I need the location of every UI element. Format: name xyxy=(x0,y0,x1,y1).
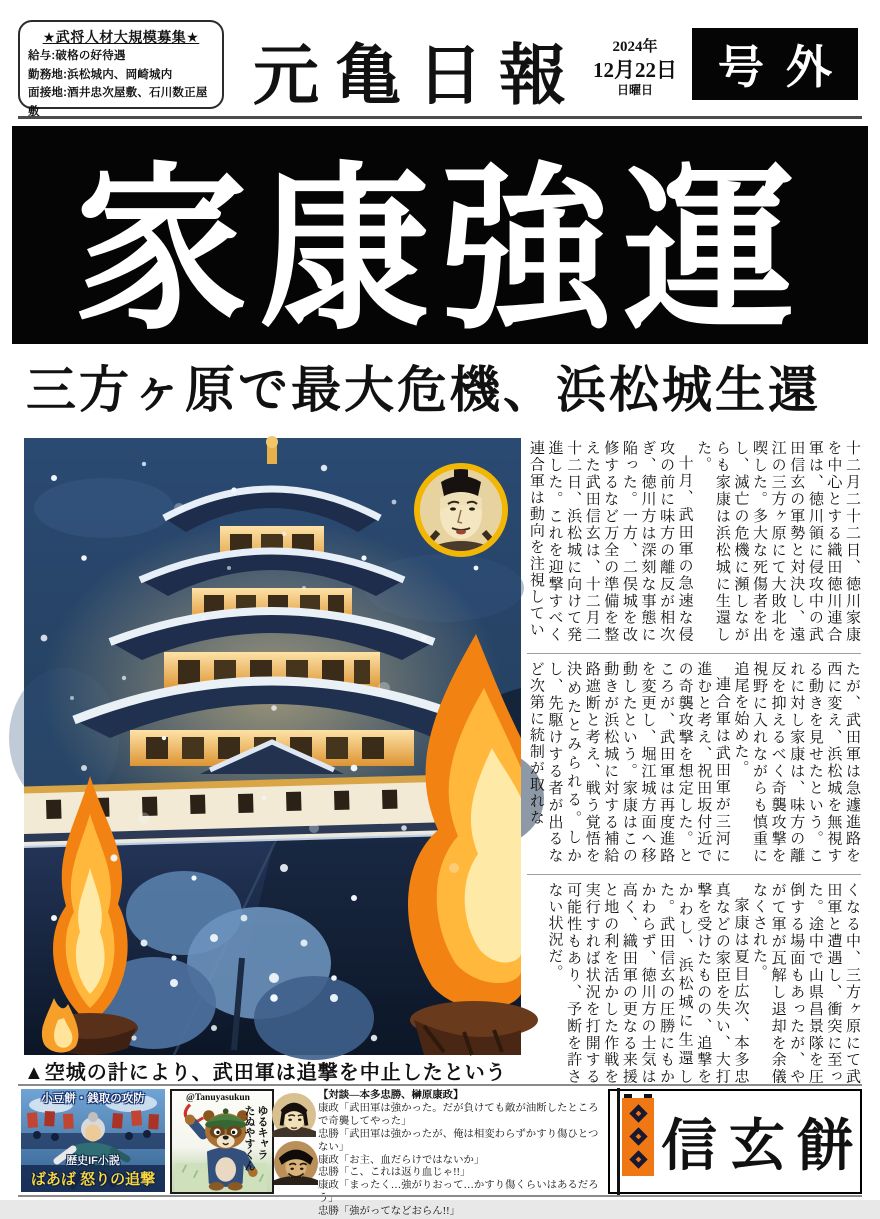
interview-line: 康政「お主、血だらけではないか」 xyxy=(318,1154,485,1166)
article-paragraph: 家康は夏目広次、本多忠真などの家臣を失い、大打撃を受けたものの、追撃をかわし、浜松城に生還した。武田信玄の圧勝にもかかわらず、徳川方の士気は高く、織田軍の更なる来援と地の利を活かした作戦を実行すれば状況を打開する可能性もあり、予断を許さない状況だ。 xyxy=(546,882,749,1085)
samurai-portrait-icon xyxy=(274,1141,318,1185)
recruit-ad-title: ★武将人材大規模募集★ xyxy=(42,29,200,45)
footer-divider-bottom xyxy=(18,1195,862,1197)
article-paragraph: 十月、武田軍の急速な侵攻の前に味方の離反が相次ぎ、徳川方は深刻な事態に陥った。一方、二俣城を改修するなど万全の準備を整えた武田信玄は、十二月二十二日、浜松城に向けて発進した。これを迎撃すべく連合軍は動向を注視してい xyxy=(527,440,693,643)
article-block-3 xyxy=(527,882,861,1085)
interview-line: 康政「武田軍は強かった。だが負けても敵が油断したところで奇襲してやった」 xyxy=(318,1102,599,1127)
interview-text xyxy=(318,1090,608,1219)
footer-divider-top xyxy=(18,1084,862,1086)
interview-line: 忠勝「こ、これは返り血じゃ!!」 xyxy=(318,1167,471,1179)
mascot-ad xyxy=(170,1089,274,1194)
mochi-ad xyxy=(608,1089,865,1194)
subheadline-text: 三方ヶ原で最大危機、浜松城生還 xyxy=(26,362,821,418)
interview-line: 忠勝「強がってなどおらん!!」 xyxy=(318,1206,460,1218)
article-paragraph: 十二月二十二日、徳川家康を中心とする織田徳川連合軍は、徳川領に侵攻中の武田信玄の軍勢と対決し、遠江の三方ヶ原にて大敗北を喫した。多大な死傷者を出し、滅亡の危機に瀕しながらも家康は浜松城に生還した。 xyxy=(695,440,860,643)
recruit-ad-line: 勤務地:浜松城内、岡崎城内 xyxy=(28,68,173,81)
recruit-ad-line: 面接地:酒井忠次屋敷、石川数正屋敷 xyxy=(28,87,208,118)
interview-header: 【対談―本多忠勝、榊原康政】 xyxy=(318,1090,464,1101)
novel-ad-top-title: 小豆餅・銭取の攻防 xyxy=(41,1093,145,1105)
avatar-yasumasa xyxy=(272,1093,316,1137)
recruit-ad-line: 給与:破格の好待遇 xyxy=(28,50,126,62)
main-photo xyxy=(24,438,521,1055)
article-paragraph: 連合軍は武田軍が三河に進むと考え、祝田坂付近での奇襲攻撃を想定した。ところが、武田軍は再度進路を変更し、堀江城方面へ移動したという。家康はこの動きが浜松城に対する補給路遮断と考え、戦う覚悟を決めたとみられる。しかし、先駆けする者が出るなど次第に統制が取れな xyxy=(527,661,730,864)
novel-ad-title: ばあば 怒りの追撃 xyxy=(30,1171,156,1188)
issue-weekday: 日曜日 xyxy=(616,83,653,97)
headline-banner xyxy=(12,126,868,351)
extra-edition-badge: 号外 xyxy=(692,28,858,100)
masthead-title: 元亀日報 xyxy=(253,40,581,113)
interview-line: 康政「まったく…強がりおって…かすり傷くらいはあるだろう」 xyxy=(318,1180,599,1205)
photo-caption: ▲空城の計により、武田軍は追撃を中止したという xyxy=(24,1062,507,1084)
mascot-handle: @Tanuyasukun xyxy=(186,1093,250,1103)
novel-ad-genre: 歴史IF小説 xyxy=(66,1155,120,1167)
article-paragraph: くなる中、三方ヶ原にて武田軍と遭遇し、衝突に至った。途中で山県昌景隊を圧倒する場面もあったが、やがて軍が瓦解し退却を余儀なくされた。 xyxy=(751,882,860,1085)
avatar-tadakatsu xyxy=(274,1141,318,1185)
takeda-banner-icon xyxy=(622,1094,656,1178)
mascot-label: ゆるキャラ たぬやすくん xyxy=(243,1105,268,1171)
samurai-portrait-icon xyxy=(272,1093,316,1137)
article-block-1 xyxy=(527,440,861,643)
article-divider xyxy=(527,653,861,654)
article-divider xyxy=(527,874,861,875)
interview-line: 忠勝「武田軍は強かったが、俺は相変わらずかすり傷ひとつない」 xyxy=(318,1128,599,1153)
recruit-ad-box xyxy=(18,20,224,118)
castle-night-illustration xyxy=(24,438,521,1055)
issue-date xyxy=(588,38,682,98)
mochi-ad-label: 信玄餅 xyxy=(661,1115,865,1178)
banner-pole xyxy=(617,1088,620,1196)
issue-day: 12月22日 xyxy=(593,57,677,82)
interview-panel xyxy=(272,1089,608,1218)
headline-text: 家康強運 xyxy=(76,153,804,351)
article-paragraph: たが、武田軍は急遽進路を西に変え、浜松城を無視する動きを見せたという。これに対し家康は、味方の離反を抑えるべく奇襲攻撃を視野に入れながらも慎重に追尾を始めた。 xyxy=(732,661,860,864)
novel-ad xyxy=(21,1089,165,1192)
issue-year: 2024年 xyxy=(612,39,658,55)
article-block-2 xyxy=(527,661,861,864)
